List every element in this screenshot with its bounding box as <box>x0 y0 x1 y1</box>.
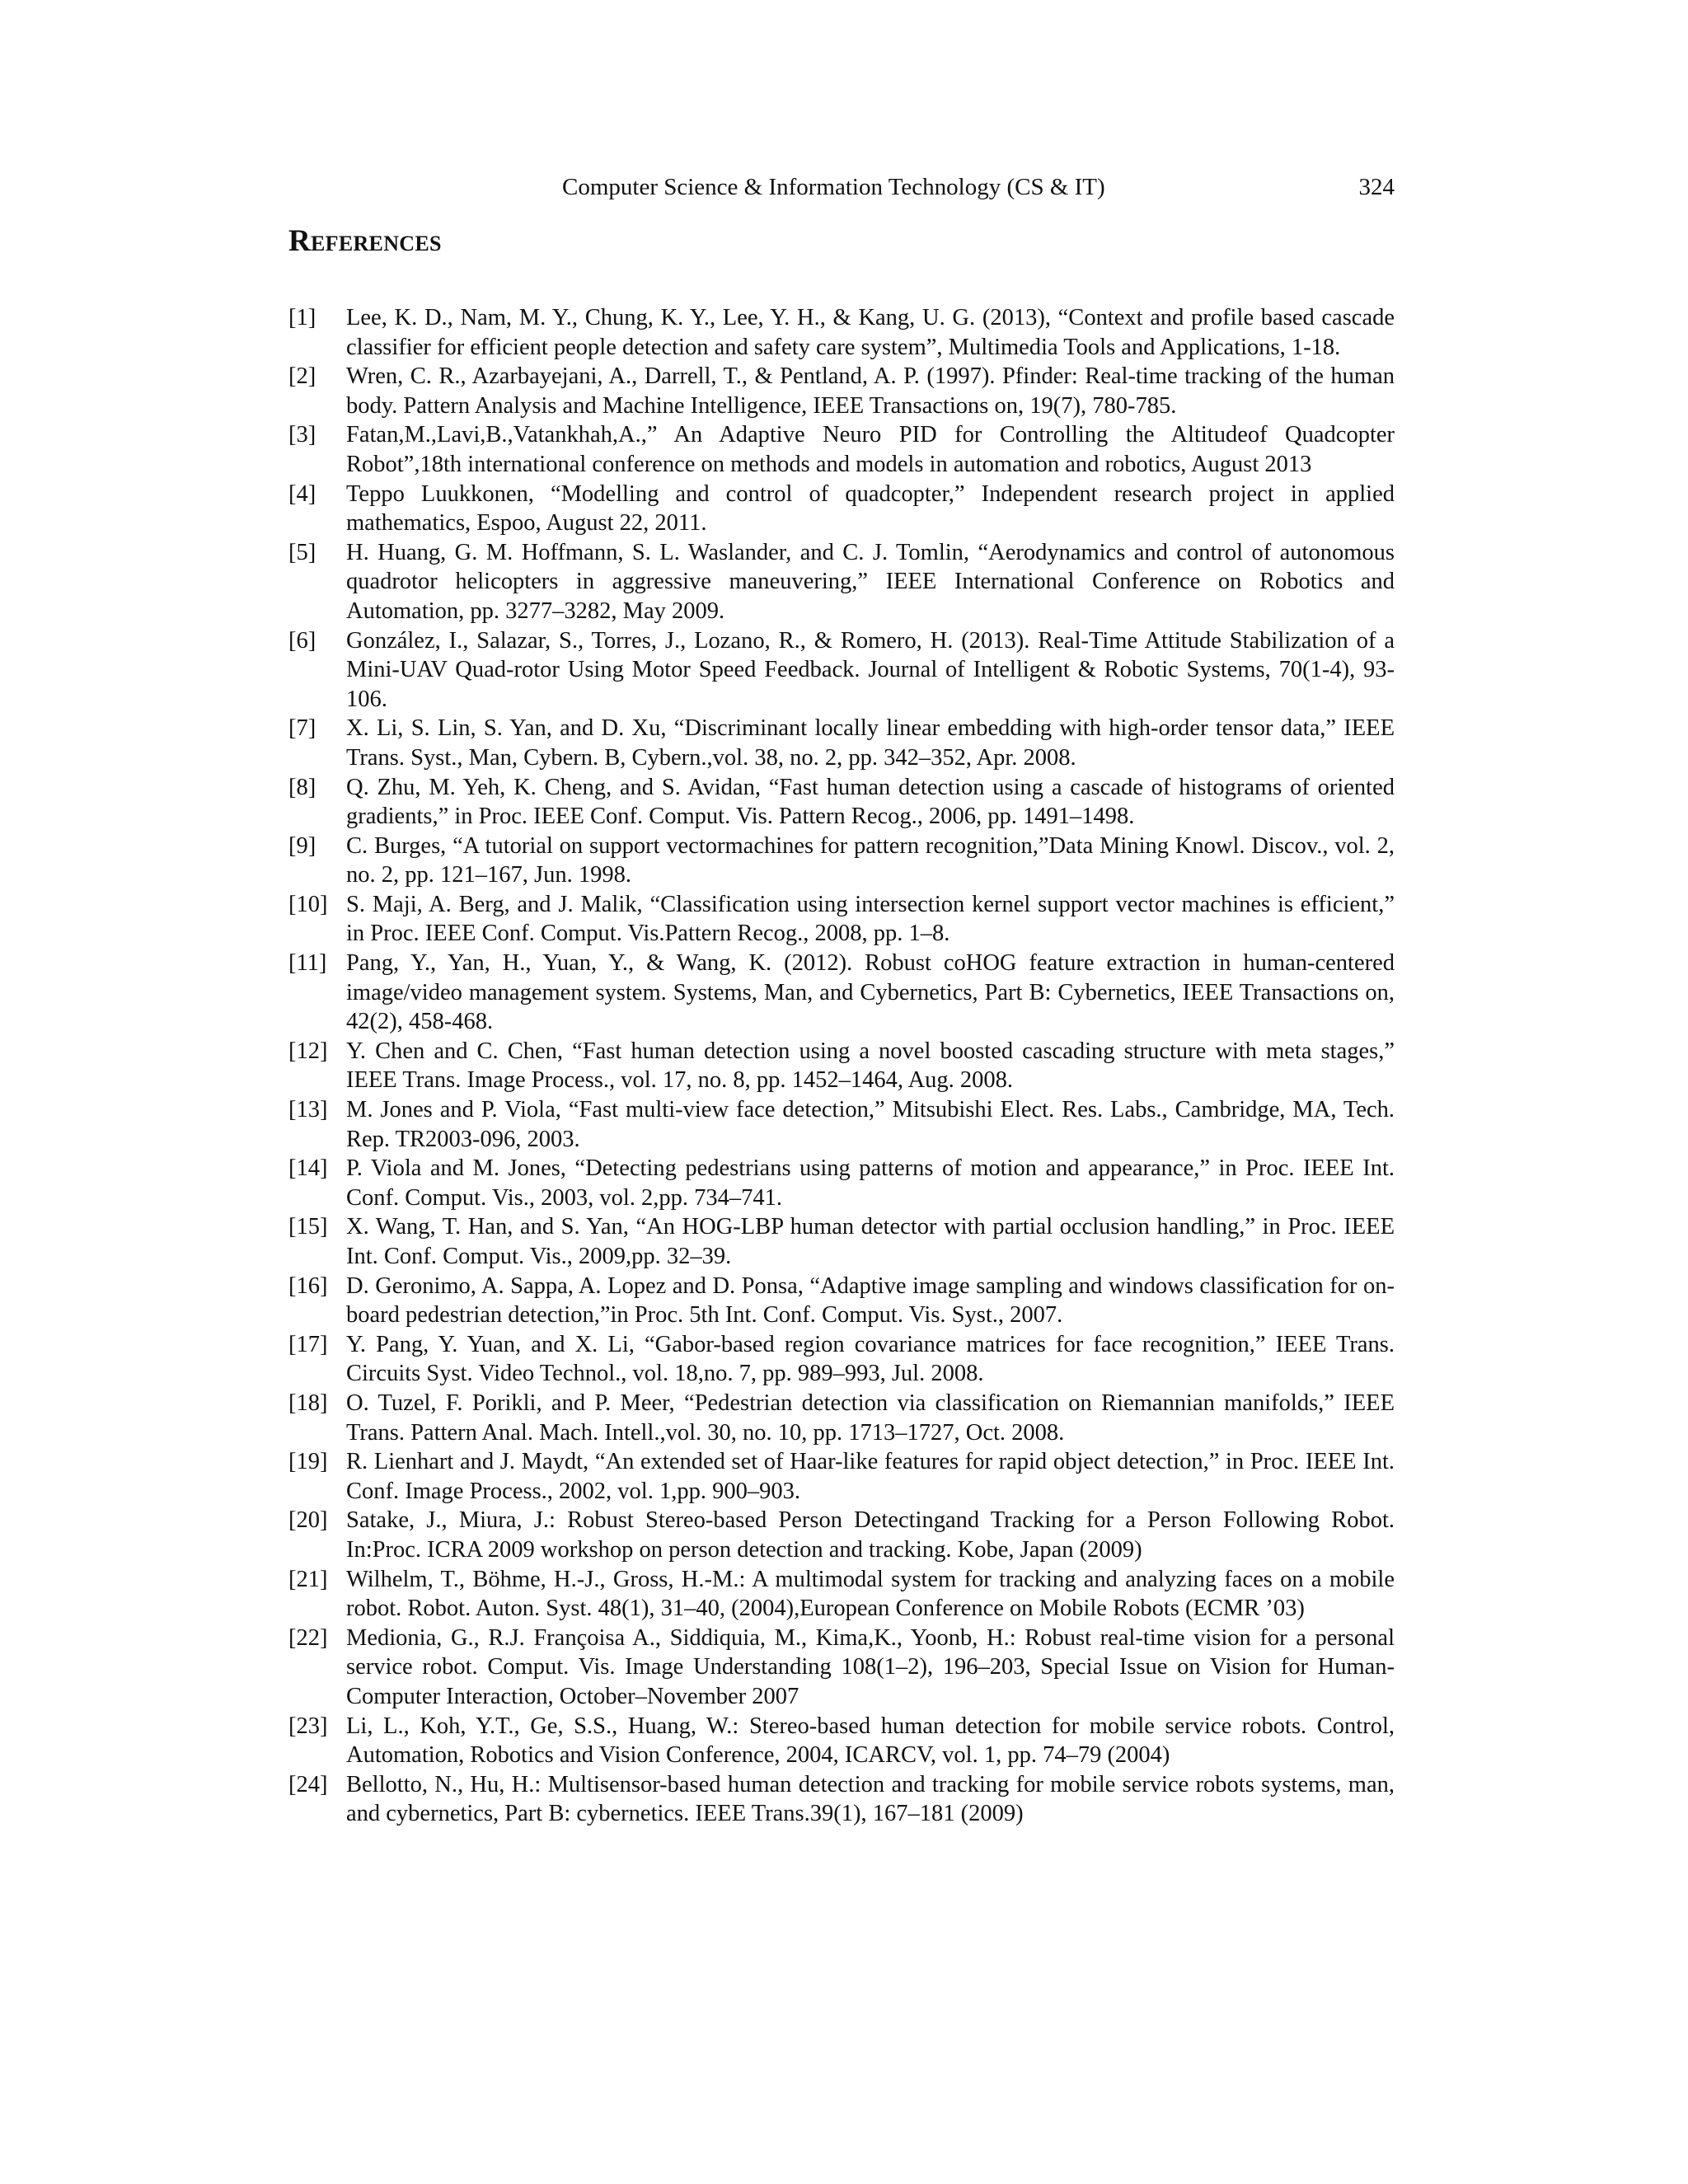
reference-text: Y. Pang, Y. Yuan, and X. Li, “Gabor-based region covariance matrices for face recognition,” IEEE Trans. Circuits Syst. Video Technol., vol. 18,no. 7, pp. 989–993, Jul. 2008. <box>346 1331 1395 1387</box>
reference-item <box>288 1389 1395 1447</box>
reference-text: Satake, J., Miura, J.: Robust Stereo-based Person Detectingand Tracking for a Person Following Robot. In:Proc. ICRA 2009 workshop on person detection and tracking. Kobe, Japan (2009) <box>346 1507 1395 1563</box>
reference-number: [11] <box>288 950 327 977</box>
reference-number: [12] <box>288 1038 328 1064</box>
reference-number: [14] <box>288 1155 328 1182</box>
reference-item <box>288 714 1395 772</box>
reference-number: [1] <box>288 305 316 330</box>
reference-text: P. Viola and M. Jones, “Detecting pedestrians using patterns of motion and appearance,” in Proc. IEEE Int. Conf. Comput. Vis., 2003, vol. 2,pp. 734–741. <box>346 1155 1395 1211</box>
reference-item <box>288 1565 1395 1624</box>
reference-text: Medionia, G., R.J. Françoisa A., Siddiquia, M., Kima,K., Yoonb, H.: Robust real-time vision for a personal service robot. Comput. Vis. Image Understanding 108(1–2), 196–203, Special Issue on Vision for Human-Computer Interaction, October–November 2007 <box>346 1624 1395 1709</box>
reference-text: R. Lienhart and J. Maydt, “An extended set of Haar-like features for rapid object detection,” in Proc. IEEE Int. Conf. Image Process., 2002, vol. 1,pp. 900–903. <box>346 1449 1395 1504</box>
reference-text: Teppo Luukkonen, “Modelling and control of quadcopter,” Independent research project in applied mathematics, Espoo, August 22, 2011. <box>346 480 1395 537</box>
reference-text: Q. Zhu, M. Yeh, K. Cheng, and S. Avidan, “Fast human detection using a cascade of histograms of oriented gradients,” in Proc. IEEE Conf. Comput. Vis. Pattern Recog., 2006, pp. 1491–1498. <box>346 774 1395 830</box>
reference-item <box>288 538 1395 626</box>
reference-text: D. Geronimo, A. Sappa, A. Lopez and D. Ponsa, “Adaptive image sampling and windows classification for on-board pedestrian detection,”in Proc. 5th Int. Conf. Comput. Vis. Syst., 2007. <box>346 1272 1395 1329</box>
reference-text: O. Tuzel, F. Porikli, and P. Meer, “Pedestrian detection via classification on Riemannian manifolds,” IEEE Trans. Pattern Anal. Mach. Intell.,vol. 30, no. 10, pp. 1713–1727, Oct. 2008. <box>346 1390 1395 1446</box>
reference-text: X. Li, S. Lin, S. Yan, and D. Xu, “Discriminant locally linear embedding with high-order tensor data,” IEEE Trans. Syst., Man, Cybern. B, Cybern.,vol. 38, no. 2, pp. 342–352, Apr. 2008. <box>346 715 1395 771</box>
reference-text: H. Huang, G. M. Hoffmann, S. L. Waslander, and C. J. Tomlin, “Aerodynamics and control of autonomous quadrotor helicopters in aggressive maneuvering,” IEEE International Conference on Robotics and Automation, pp. 3277–3282, May 2009. <box>346 539 1395 624</box>
reference-text: Lee, K. D., Nam, M. Y., Chung, K. Y., Lee, Y. H., & Kang, U. G. (2013), “Context and profile based cascade classifier for efficient people detection and safety care system”, Multimedia Tools and Applications, 1-18. <box>346 305 1395 360</box>
reference-text: S. Maji, A. Berg, and J. Malik, “Classification using intersection kernel support vector machines is efficient,” in Proc. IEEE Conf. Comput. Vis.Pattern Recog., 2008, pp. 1–8. <box>346 891 1395 947</box>
journal-title: Computer Science & Information Technology (CS & IT) <box>562 174 1105 200</box>
reference-text: M. Jones and P. Viola, “Fast multi-view face detection,” Mitsubishi Elect. Res. Labs., Cambridge, MA, Tech. Rep. TR2003-096, 2003. <box>346 1097 1395 1152</box>
reference-text: C. Burges, “A tutorial on support vectormachines for pattern recognition,”Data Mining Knowl. Discov., vol. 2, no. 2, pp. 121–167, Jun. 1998. <box>346 832 1395 888</box>
reference-item <box>288 626 1395 715</box>
reference-number: [4] <box>288 480 316 507</box>
reference-text: X. Wang, T. Han, and S. Yan, “An HOG-LBP human detector with partial occlusion handling,” in Proc. IEEE Int. Conf. Comput. Vis., 2009,pp. 32–39. <box>346 1214 1395 1269</box>
reference-number: [24] <box>288 1771 328 1797</box>
reference-number: [16] <box>288 1272 328 1299</box>
reference-number: [17] <box>288 1331 328 1357</box>
reference-number: [2] <box>288 363 316 390</box>
section-heading-references: References <box>288 224 442 258</box>
reference-number: [15] <box>288 1214 328 1240</box>
reference-text: Wren, C. R., Azarbayejani, A., Darrell, T., & Pentland, A. P. (1997). Pfinder: Real-time tracking of the human body. Pattern Analysis and Machine Intelligence, IEEE Transactions on, 19(7), 780-785. <box>346 363 1395 419</box>
reference-number: [6] <box>288 627 316 654</box>
reference-item <box>288 1770 1395 1829</box>
reference-text: Wilhelm, T., Böhme, H.-J., Gross, H.-M.: A multimodal system for tracking and analyzing faces on a mobile robot. Robot. Auton. Syst. 48(1), 31–40, (2004),European Conference on Mobile Robots (ECMR ’03) <box>346 1566 1395 1622</box>
reference-number: [10] <box>288 891 328 917</box>
reference-item <box>288 1037 1395 1095</box>
reference-number: [22] <box>288 1624 328 1651</box>
reference-item <box>288 1624 1395 1712</box>
reference-item <box>288 420 1395 479</box>
reference-item <box>288 1506 1395 1564</box>
reference-number: [23] <box>288 1713 328 1739</box>
reference-text: Fatan,M.,Lavi,B.,Vatankhah,A.,” An Adaptive Neuro PID for Controlling the Altitudeof Quadcopter Robot”,18th international conference on methods and models in automation and robotics, August 2013 <box>346 422 1395 477</box>
reference-number: [21] <box>288 1566 328 1592</box>
reference-item <box>288 890 1395 949</box>
reference-item <box>288 949 1395 1037</box>
reference-number: [3] <box>288 422 316 448</box>
reference-item <box>288 1272 1395 1330</box>
reference-number: [18] <box>288 1390 328 1416</box>
reference-item <box>288 362 1395 420</box>
reference-text: Y. Chen and C. Chen, “Fast human detection using a novel boosted cascading structure with meta stages,” IEEE Trans. Image Process., vol. 17, no. 8, pp. 1452–1464, Aug. 2008. <box>346 1038 1395 1094</box>
reference-number: [8] <box>288 774 316 800</box>
reference-item <box>288 1212 1395 1271</box>
reference-item <box>288 773 1395 832</box>
reference-item <box>288 1712 1395 1770</box>
reference-item <box>288 480 1395 538</box>
reference-item <box>288 1154 1395 1212</box>
reference-text: Bellotto, N., Hu, H.: Multisensor-based human detection and tracking for mobile service robots systems, man, and cybernetics, Part B: cybernetics. IEEE Trans.39(1), 167–181 (2009) <box>346 1771 1395 1827</box>
reference-item <box>288 1095 1395 1154</box>
reference-list <box>288 303 1395 1829</box>
reference-number: [9] <box>288 832 316 859</box>
reference-number: [19] <box>288 1449 328 1475</box>
reference-item <box>288 832 1395 890</box>
reference-number: [13] <box>288 1097 328 1123</box>
reference-number: [7] <box>288 715 316 742</box>
page-number: 324 <box>1358 174 1395 200</box>
running-header <box>288 169 1395 205</box>
reference-item <box>288 1330 1395 1389</box>
reference-text: Li, L., Koh, Y.T., Ge, S.S., Huang, W.: Stereo-based human detection for mobile service robots. Control, Automation, Robotics and Vision Conference, 2004, ICARCV, vol. 1, pp. 74–79 (2004) <box>346 1713 1395 1769</box>
reference-item <box>288 303 1395 362</box>
reference-text: González, I., Salazar, S., Torres, J., Lozano, R., & Romero, H. (2013). Real-Time Attitude Stabilization of a Mini-UAV Quad-rotor Using Motor Speed Feedback. Journal of Intelligent & Robotic Systems, 70(1-4), 93-106. <box>346 627 1395 712</box>
reference-item <box>288 1447 1395 1506</box>
reference-number: [20] <box>288 1507 328 1534</box>
reference-number: [5] <box>288 539 316 565</box>
reference-text: Pang, Y., Yan, H., Yuan, Y., & Wang, K. (2012). Robust coHOG feature extraction in human-centered image/video management system. Systems, Man, and Cybernetics, Part B: Cybernetics, IEEE Transactions on, 42(2), 458-468. <box>346 950 1395 1035</box>
